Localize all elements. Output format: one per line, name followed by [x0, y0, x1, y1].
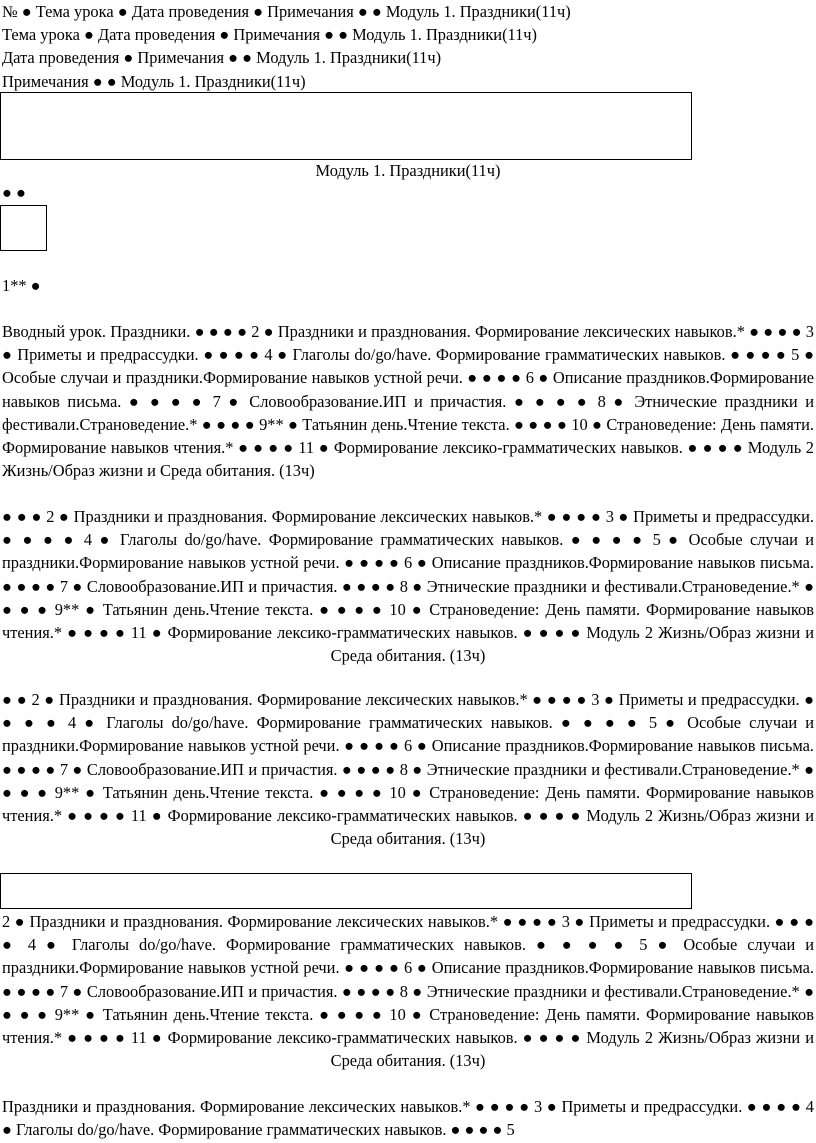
lesson-marker: 1** ● — [2, 276, 41, 295]
empty-table-cell-small — [0, 205, 47, 251]
lesson-block-2: ● ● ● 2 ● Праздники и празднования. Формирование лексических навыков.* ● ● ● ● 3 ● Приметы и предрассудки. ● ● ● ● 4 ● Глаголы do/go/have. Формирование грамматических навыков. ● ● ● ● 5 ● Особые случаи и праздники.Формирование навыков устной речи. ● ● ● ● 6 ● Описание праздников.Формирование навыков письма. ● ● ● ● 7 ● Словообразование.ИП и причастия. ● ● ● ● 8 ● Этнические праздники и фестивали.Страноведение.* ● ● ● ● 9** ● Татьянин день.Чтение текста. ● ● ● ● 10 ● Страноведение: День памяти. Формирование навыков чтения.* ● ● ● ● 11 ● Формирование лексико-грамматических навыков. ● ● ● ● Модуль 2 Жизнь/Образ жизни и Среда обитания. (13ч) — [2, 507, 814, 666]
header-line-4: Примечания ● ● Модуль 1. Праздники(11ч) — [2, 72, 306, 91]
dots-line: ● ● — [2, 183, 26, 202]
lesson-block-1: Вводный урок. Праздники. ● ● ● ● 2 ● Праздники и празднования. Формирование лексических навыков.* ● ● ● ● 3 ● Приметы и предрассудки. ● ● ● ● 4 ● Глаголы do/go/have. Формирование грамматических навыков. ● ● ● ● 5 ● Особые случаи и праздники.Формирование навыков устной речи. ● ● ● ● 6 ● Описание праздников.Формирование навыков письма. ● ● ● ● 7 ● Словообразование.ИП и причастия. ● ● ● ● 8 ● Этнические праздники и фестивали.Страноведение.* ● ● ● ● 9** ● Татьянин день.Чтение текста. ● ● ● ● 10 ● Страноведение: День памяти. Формирование навыков чтения.* ● ● ● ● 11 ● Формирование лексико-грамматических навыков. ● ● ● ● Модуль 2 Жизнь/Образ жизни и Среда обитания. (13ч) — [2, 322, 814, 481]
module-title: Модуль 1. Праздники(11ч) — [315, 161, 501, 180]
lesson-block-4: 2 ● Праздники и празднования. Формирование лексических навыков.* ● ● ● ● 3 ● Приметы и предрассудки. ● ● ● ● 4 ● Глаголы do/go/have. Формирование грамматических навыков. ● ● ● ● 5 ● Особые случаи и праздники.Формирование навыков устной речи. ● ● ● ● 6 ● Описание праздников.Формирование навыков письма. ● ● ● ● 7 ● Словообразование.ИП и причастия. ● ● ● ● 8 ● Этнические праздники и фестивали.Страноведение.* ● ● ● ● 9** ● Татьянин день.Чтение текста. ● ● ● ● 10 ● Страноведение: День памяти. Формирование навыков чтения.* ● ● ● ● 11 ● Формирование лексико-грамматических навыков. ● ● ● ● Модуль 2 Жизнь/Образ жизни и Среда обитания. (13ч) — [2, 912, 814, 1071]
lesson-block-3: ● ● 2 ● Праздники и празднования. Формирование лексических навыков.* ● ● ● ● 3 ● Приметы и предрассудки. ● ● ● ● 4 ● Глаголы do/go/have. Формирование грамматических навыков. ● ● ● ● 5 ● Особые случаи и праздники.Формирование навыков устной речи. ● ● ● ● 6 ● Описание праздников.Формирование навыков письма. ● ● ● ● 7 ● Словообразование.ИП и причастия. ● ● ● ● 8 ● Этнические праздники и фестивали.Страноведение.* ● ● ● ● 9** ● Татьянин день.Чтение текста. ● ● ● ● 10 ● Страноведение: День памяти. Формирование навыков чтения.* ● ● ● ● 11 ● Формирование лексико-грамматических навыков. ● ● ● ● Модуль 2 Жизнь/Образ жизни и Среда обитания. (13ч) — [2, 690, 814, 849]
header-line-2: Тема урока ● Дата проведения ● Примечания ● ● Модуль 1. Праздники(11ч) — [2, 25, 538, 44]
empty-table-cell-wide-2 — [0, 873, 692, 909]
header-line-1: № ● Тема урока ● Дата проведения ● Примечания ● ● Модуль 1. Праздники(11ч) — [2, 2, 571, 21]
lesson-block-5: Праздники и празднования. Формирование лексических навыков.* ● ● ● ● 3 ● Приметы и предрассудки. ● ● ● ● 4 ● Глаголы do/go/have. Формирование грамматических навыков. ● ● ● ● 5 — [2, 1097, 814, 1140]
header-line-3: Дата проведения ● Примечания ● ● Модуль 1. Праздники(11ч) — [2, 48, 442, 67]
empty-table-cell-wide — [0, 92, 692, 160]
